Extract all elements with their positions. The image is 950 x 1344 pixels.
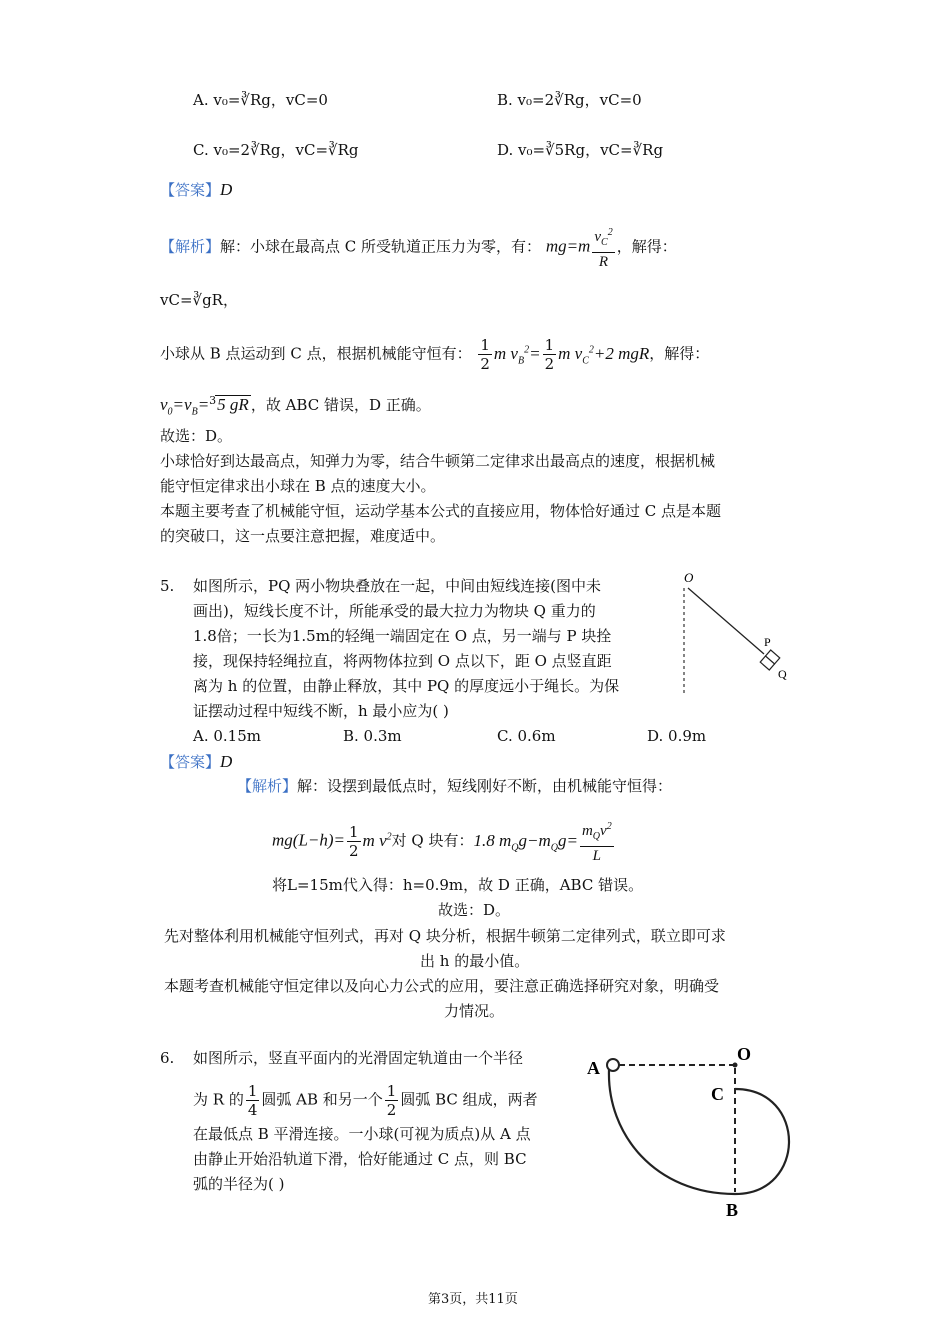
quarter-num: 1 xyxy=(247,1082,258,1100)
formula-kinetic: m $v^2$ xyxy=(362,830,392,850)
formula-v0: $v_0=v_B=$ xyxy=(160,395,210,418)
q4-option-d xyxy=(497,138,663,163)
half-fraction: $\frac{1}{2}$ xyxy=(544,336,555,373)
q6-label-c: C xyxy=(711,1084,724,1104)
q4-option-a-text: A. v₀=∛Rg，vC=0 xyxy=(193,91,328,109)
half-num: 1 xyxy=(386,1082,397,1100)
q5-choice: 故选：D。 xyxy=(438,901,511,919)
q5-option-a: A. 0.15m xyxy=(193,727,261,745)
q5-option-c: C. 0.6m xyxy=(497,727,556,745)
q6-line-1: 如图所示，竖直平面内的光滑固定轨道由一个半径 xyxy=(193,1049,524,1067)
q5-line-3: 1.8倍；一长为1.5m的轻绳一端固定在 O 点，另一端与 P 块拴 xyxy=(193,627,612,645)
half-fraction: $\frac{1}{2}$ xyxy=(349,823,359,860)
quarter-fraction xyxy=(246,1082,260,1119)
q5-label-q: Q xyxy=(778,667,787,681)
formula-energy-right: m $v_C^2+2$ mgR xyxy=(558,343,650,366)
q5-comment-1: 先对整体利用机械能守恒列式，再对 Q 块分析，根据牛顿第二定律列式，联立即可求 xyxy=(164,927,726,945)
q4-comment-3: 本题主要考查了机械能守恒，运动学基本公式的直接应用，物体恰好通过 C 点是本题 xyxy=(160,502,722,520)
rope-line xyxy=(688,588,764,654)
q4-option-a xyxy=(193,88,328,113)
formula-fraction: $\frac{v_C^2}{R}$ xyxy=(592,224,614,271)
q4-option-c xyxy=(193,138,359,163)
radical-5gR: 5 gR xyxy=(217,395,249,414)
q5-pendulum-figure xyxy=(670,566,800,696)
q5-line-1: 如图所示，PQ 两小物块叠放在一起，中间由短线连接(图中未 xyxy=(193,577,602,595)
q4-comment-2: 能守恒定律求出小球在 B 点的速度大小。 xyxy=(160,477,436,495)
q6-number: 6. xyxy=(160,1049,175,1067)
analysis-intro: 解：小球在最高点 C 所受轨道正压力为零，有： xyxy=(220,237,542,256)
answer-value: D xyxy=(220,180,233,199)
solve-word-2: ，解得： xyxy=(649,344,710,363)
q6-line-3: 在最低点 B 平滑连接。一小球(可视为质点)从 A 点 xyxy=(193,1125,531,1143)
q4-energy-line xyxy=(160,336,709,373)
q5-line-6: 证摆动过程中短线不断，h 最小应为( ) xyxy=(193,702,449,720)
answer-tag: 【答案】 xyxy=(160,181,221,199)
answer-tag: 【答案】 xyxy=(160,753,221,771)
q-block-text: 对 Q 块有： xyxy=(391,831,474,850)
answer-value: D xyxy=(220,752,233,771)
q5-formula-line xyxy=(272,818,616,865)
q4-v0-result: $v_0=v_B=^35$ gR ，故 ABC 错误，D 正确。 xyxy=(160,394,431,418)
formula-energy: mg(L−h)= xyxy=(272,830,345,850)
formula-newton: 1.8 $m_Qg-m_Qg=$ xyxy=(473,830,578,853)
q5-substitute: 将L=15m代入得：h=0.9m，故 D 正确，ABC 错误。 xyxy=(272,876,644,894)
q5-line-2: 画出)，短线长度不计，所能承受的最大拉力为物块 Q 重力的 xyxy=(193,602,596,620)
formula-centripetal: mg=m xyxy=(545,236,591,256)
q5-analysis-line xyxy=(237,774,672,799)
q5-line-4: 接，现保持轻绳拉直，将两物体拉到 O 点以下，距 O 点竖直距 xyxy=(193,652,612,670)
page-footer: 第3页，共11页 xyxy=(428,1292,518,1307)
q5-line-5: 离为 h 的位置，由静止释放，其中 PQ 的厚度远小于绳长。为保 xyxy=(193,677,620,695)
q5-comment-4: 力情况。 xyxy=(444,1002,505,1020)
q6-line-4: 由静止开始沿轨道下滑，恰好能通过 C 点，则 BC xyxy=(193,1150,527,1168)
q6-label-a: A xyxy=(587,1058,600,1078)
q6-line-2 xyxy=(193,1082,538,1119)
q4-vc-result xyxy=(160,288,238,313)
vc-result-text: vC=∛gR， xyxy=(160,291,238,309)
solve-word: ，解得： xyxy=(616,237,677,256)
q4-option-d-text: D. v₀=∛5Rg，vC=∛Rg xyxy=(497,141,664,159)
half-den: 2 xyxy=(386,1101,397,1119)
q6-line-5: 弧的半径为( ) xyxy=(193,1175,285,1193)
choice-line: 故选：D。 xyxy=(160,427,233,445)
quarter-den: 4 xyxy=(247,1101,258,1119)
q6-line-2-a: 为 R 的 xyxy=(193,1090,244,1109)
q5-comment-2: 出 h 的最小值。 xyxy=(420,952,530,970)
half-fraction: $\frac{1}{2}$ xyxy=(480,336,490,373)
formula-energy-left: m $v_B^2=$ xyxy=(493,343,541,366)
formula-fraction: $\frac{m_Qv^2}{L}$ xyxy=(580,818,614,865)
analysis-tag: 【解析】 xyxy=(160,237,221,256)
q4-comment-4: 的突破口，这一点要注意把握，难度适中。 xyxy=(160,527,446,545)
analysis-text: 解：设摆到最低点时，短线刚好不断，由机械能守恒得： xyxy=(297,777,673,795)
q4-option-b-text: B. v₀=2∛Rg，vC=0 xyxy=(497,91,642,109)
arc-bc xyxy=(735,1089,789,1194)
q5-option-d: D. 0.9m xyxy=(647,727,707,745)
q4-option-b xyxy=(497,88,642,113)
q5-comment-3: 本题考查机械能守恒定律以及向心力公式的应用，要注意正确选择研究对象，明确受 xyxy=(164,977,720,995)
q4-comment-1: 小球恰好到达最高点，知弹力为零，结合牛顿第二定律求出最高点的速度，根据机械 xyxy=(160,452,716,470)
q5-label-p: P xyxy=(764,635,771,649)
analysis-tag: 【解析】 xyxy=(237,777,298,795)
q4-answer xyxy=(160,177,232,203)
q6-line-2-b: 圆弧 AB 和另一个 xyxy=(261,1090,383,1109)
q4-option-c-text: C. v₀=2∛Rg，vC=∛Rg xyxy=(193,141,359,159)
v0-result-tail: ，故 ABC 错误，D 正确。 xyxy=(250,396,431,414)
q6-label-b: B xyxy=(726,1200,739,1220)
q5-answer xyxy=(160,749,232,775)
q6-line-2-c: 圆弧 BC 组成，两者 xyxy=(400,1090,538,1109)
q6-label-o: O xyxy=(737,1044,752,1064)
start-point-a xyxy=(607,1059,619,1071)
half-fraction xyxy=(385,1082,399,1119)
q5-label-o: O xyxy=(684,570,694,585)
q6-track-figure xyxy=(585,1044,805,1220)
energy-intro: 小球从 B 点运动到 C 点，根据机械能守恒有： xyxy=(160,344,472,363)
q4-analysis-line xyxy=(160,224,677,271)
q5-number: 5. xyxy=(160,577,175,595)
q4-choice xyxy=(160,424,232,449)
q5-option-b: B. 0.3m xyxy=(343,727,402,745)
